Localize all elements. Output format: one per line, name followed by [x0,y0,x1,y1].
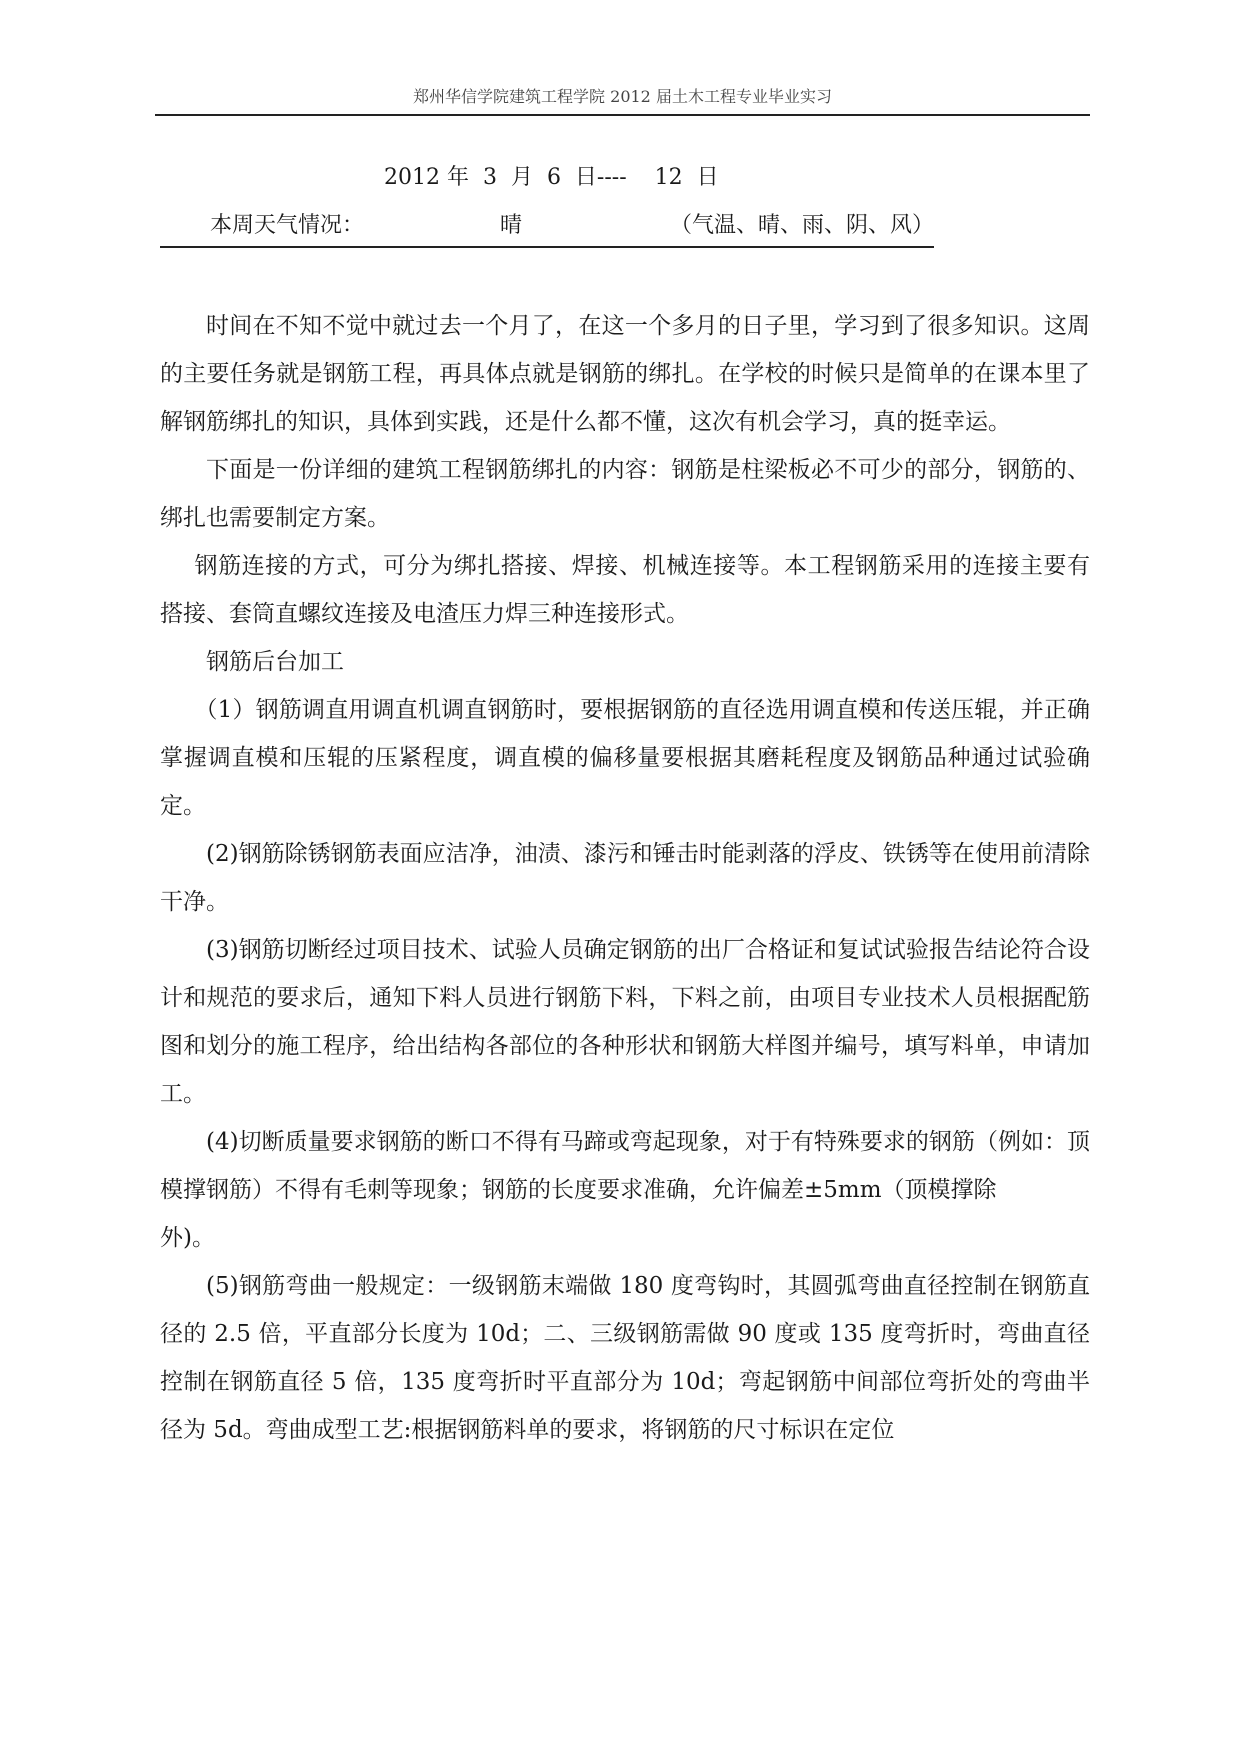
header-rule [155,114,1090,116]
paragraph: （1）钢筋调直用调直机调直钢筋时，要根据钢筋的直径选用调直模和传送压辊，并正确掌握调直模和压辊的压紧程度，调直模的偏移量要根据其磨耗程度及钢筋品种通过试验确定。 [160,697,1090,819]
weather-rule [160,246,934,248]
body-text [160,302,1090,1454]
weather-note: （气温、晴、雨、阴、风） [670,213,935,238]
weather-label: 本周天气情况： [210,213,365,238]
paragraph: 下面是一份详细的建筑工程钢筋绑扎的内容：钢筋是柱梁板必不可少的部分，钢筋的、绑扎也需要制定方案。 [160,457,1090,531]
weather-value: 晴 [500,213,523,238]
paragraph: (5)钢筋弯曲一般规定：一级钢筋末端做 180 度弯钩时，其圆弧弯曲直径控制在钢筋直径的 2.5 倍，平直部分长度为 10d；二、三级钢筋需做 90 度或 135 度弯折时，弯曲直径控制在钢筋直径 5 倍，135 度弯折时平直部分为 10d；弯起钢筋中间部位弯折处的弯曲半径为 5d。弯曲成型工艺:根据钢筋料单的要求，将钢筋的尺寸标识在定位 [160,1273,1090,1443]
paragraph: (4)切断质量要求钢筋的断口不得有马蹄或弯起现象，对于有特殊要求的钢筋（例如：顶模撑钢筋）不得有毛刺等现象；钢筋的长度要求准确，允许偏差±5mm（顶模撑除 [160,1129,1090,1203]
paragraph: (2)钢筋除锈钢筋表面应洁净，油渍、漆污和锤击时能剥落的浮皮、铁锈等在使用前清除干净。 [160,841,1090,915]
paragraph: 时间在不知不觉中就过去一个月了，在这一个多月的日子里，学习到了很多知识。这周的主要任务就是钢筋工程，再具体点就是钢筋的绑扎。在学校的时候只是简单的在课本里了解钢筋绑扎的知识，具体到实践，还是什么都不懂，这次有机会学习，真的挺幸运。 [160,313,1090,435]
running-header: 郑州华信学院建筑工程学院 2012 届土木工程专业毕业实习 [413,87,832,106]
paragraph: 钢筋连接的方式，可分为绑扎搭接、焊接、机械连接等。本工程钢筋采用的连接主要有搭接、套筒直螺纹连接及电渣压力焊三种连接形式。 [160,553,1090,627]
week-date-range: 2012 年 3 月 6 日---- 12 日 [384,165,719,190]
paragraph: (3)钢筋切断经过项目技术、试验人员确定钢筋的出厂合格证和复试试验报告结论符合设计和规范的要求后，通知下料人员进行钢筋下料，下料之前，由项目专业技术人员根据配筋图和划分的施工程序，给出结构各部位的各种形状和钢筋大样图并编号，填写料单，申请加工。 [160,937,1090,1107]
paragraph: 外)。 [160,1225,215,1251]
paragraph: 钢筋后台加工 [206,649,344,675]
